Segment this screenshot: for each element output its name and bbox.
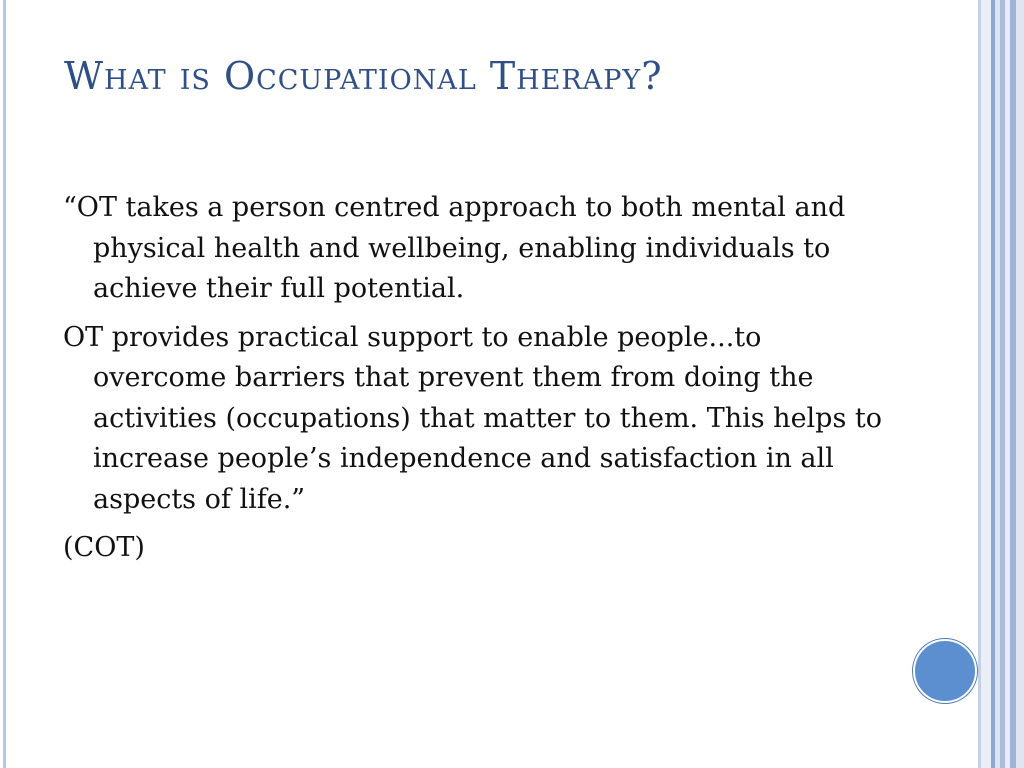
right-border-stripe [1016,0,1024,768]
decorative-circle [913,639,977,703]
slide-body [63,188,883,577]
left-border-line [3,0,6,768]
quote-paragraph: “OT takes a person centred approach to both mental and physical health and wellbeing, enabling individuals to achieve their full potential. [63,192,846,304]
quote-paragraph: OT provides practical support to enable people...to overcome barriers that prevent them from doing the activities (occupations) that matter to them. This helps to increase people’s independence and satisfaction in all aspects of life.” [63,321,883,515]
slide-title: What is Occupational Therapy? [64,54,663,98]
right-border-stripe [981,0,991,768]
source-citation: (COT) [63,532,145,563]
